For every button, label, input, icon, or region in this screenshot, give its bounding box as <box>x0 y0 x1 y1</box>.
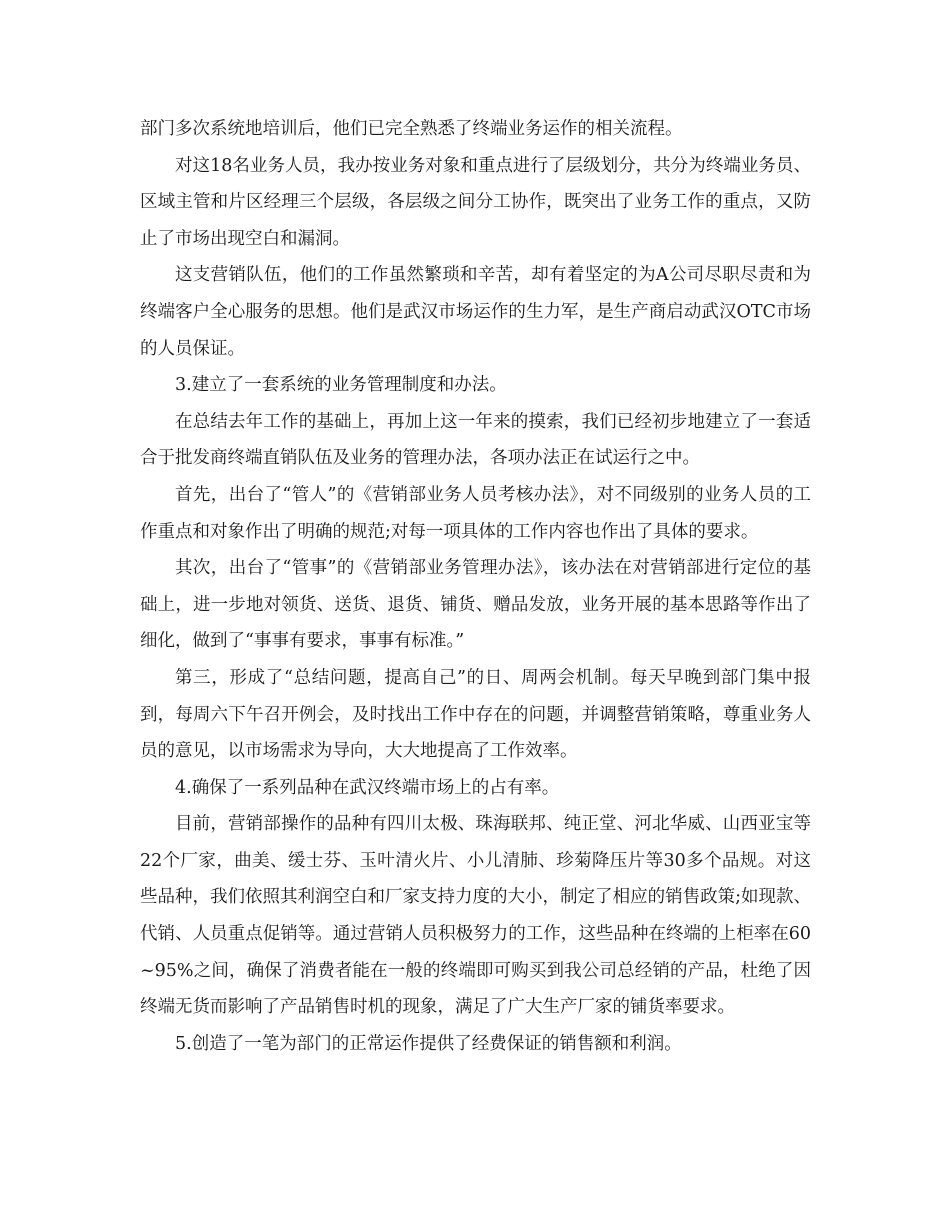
paragraph-second: 其次，出台了“管事”的《营销部业务管理办法》，该办法在对营销部进行定位的基础上，进一步地对领货、送货、退货、铺货、赠品发放，业务开展的基本思路等作出了细化，做到了“事事有要求，事事有标准。” <box>140 558 811 652</box>
section-heading-4: 4.确保了一系列品种在武汉终端市场上的占有率。 <box>175 777 560 798</box>
section-heading-3: 3.建立了一套系统的业务管理制度和办法。 <box>175 375 507 396</box>
paragraph-sales-team: 这支营销队伍，他们的工作虽然繁琐和辛苦，却有着坚定的为A公司尽职尽责和为终端客户全心服务的思想。他们是武汉市场运作的生力军，是生产商启动武汉OTC市场的人员保证。 <box>140 265 811 359</box>
paragraph-third: 第三，形成了“总结问题，提高自己”的日、周两会机制。每天早晚到部门集中报到，每周六下午召开例会，及时找出工作中存在的问题，并调整营销策略，尊重业务人员的意见，以市场需求为导向，大大地提高了工作效率。 <box>140 667 811 762</box>
section-heading-5: 5.创造了一笔为部门的正常运作提供了经费保证的销售额和利润。 <box>175 1033 682 1054</box>
paragraph-continued: 部门多次系统地培训后，他们已完全熟悉了终端业务运作的相关流程。 <box>140 119 683 139</box>
document-body <box>140 111 811 1062</box>
paragraph-management-methods: 在总结去年工作的基础上，再加上这一年来的摸索，我们已经初步地建立了一套适合于批发商终端直销队伍及业务的管理办法，各项办法正在试运行之中。 <box>140 411 811 469</box>
paragraph-team-hierarchy: 对这18名业务人员，我办按业务对象和重点进行了层级划分，共分为终端业务员、区域主管和片区经理三个层级，各层级之间分工协作，既突出了业务工作的重点，又防止了市场出现空白和漏洞。 <box>140 155 811 249</box>
paragraph-products: 目前，营销部操作的品种有四川太极、珠海联邦、纯正堂、河北华威、山西亚宝等22个厂家，曲美、缓士芬、玉叶清火片、小儿清肺、珍菊降压片等30多个品规。对这些品种，我们依照其利润空白和厂家支持力度的大小，制定了相应的销售政策;如现款、代销、人员重点促销等。通过营销人员积极努力的工作，这些品种在终端的上柜率在60~95%之间，确保了消费者能在一般的终端即可购买到我公司总经销的产品，杜绝了因终端无货而影响了产品销售时机的现象，满足了广大生产厂家的铺货率要求。 <box>140 814 811 1018</box>
paragraph-first: 首先，出台了“管人”的《营销部业务人员考核办法》，对不同级别的业务人员的工作重点和对象作出了明确的规范;对每一项具体的工作内容也作出了具体的要求。 <box>140 484 811 542</box>
